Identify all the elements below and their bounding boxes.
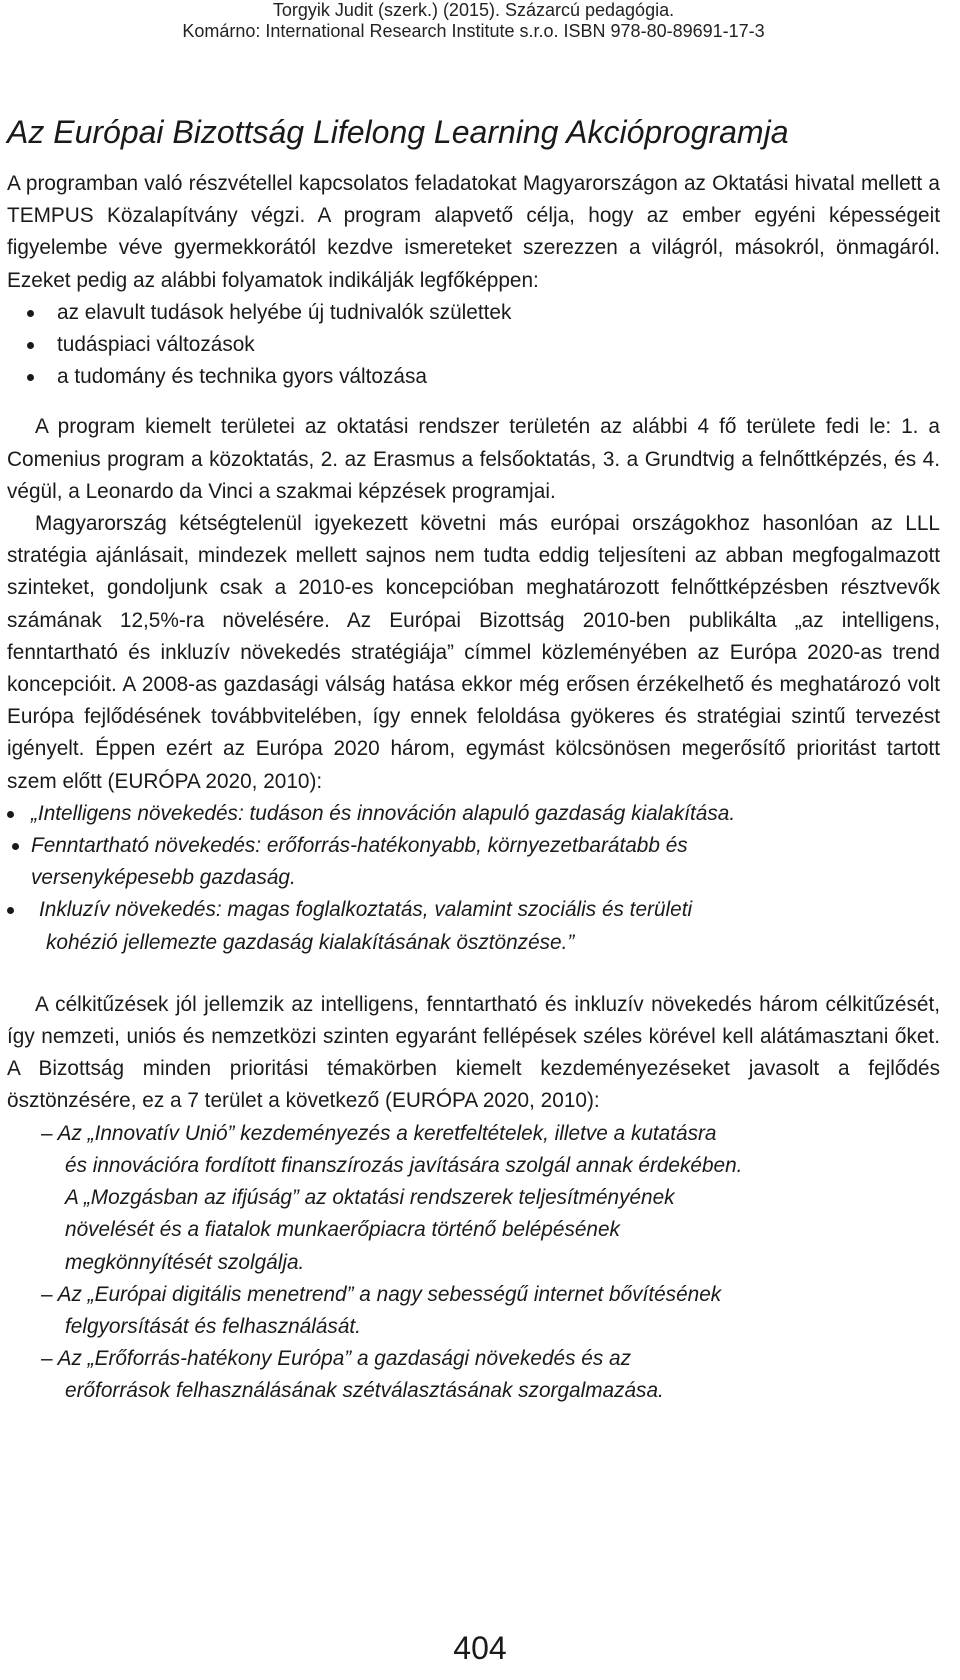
dash-marker: – xyxy=(41,1121,53,1145)
list-item-line: Az „Innovatív Unió” kezdeményezés a keretfeltételek, illetve a kutatásra xyxy=(57,1121,717,1145)
list-item-line: erőforrások felhasználásának szétválasztásának szorgalmazása. xyxy=(65,1379,664,1403)
paragraph-3: Magyarország kétségtelenül igyekezett követni más európai országokhoz hasonlóan az LLL stratégia ajánlásait, mindezek mellett sajnos nem tudta eddig teljesíteni az abban megfogalmazott szinteket, gondoljunk csak a 2010-es koncepcióban meghatározott felnőttképzésben résztvevők számának 12,5%-ra növelésére. Az Európai Bizottság 2010-ben publikálta „az intelligens, fenntartható és inkluzív növekedés stratégiája” címmel közleményében az Európa 2020-as trend koncepcióit. A 2008-as gazdasági válság hatása ekkor még erősen érzékelhető és meghatározó volt Európa fejlődésének továbbvitelében, így ennek feloldása gyökeres és stratégiai szintű tervezést igényelt. Éppen ezért az Európa 2020 három, egymást kölcsönösen megerősítő prioritást tartott szem előtt (EURÓPA 2020, 2010): xyxy=(7,512,940,793)
list-item xyxy=(7,1118,940,1182)
list-item-line: kohézió jellemezte gazdaság kialakításának ösztönzése.” xyxy=(46,930,575,954)
list-item xyxy=(7,1279,940,1343)
paragraph-2: A program kiemelt területei az oktatási rendszer területén az alábbi 4 fő területe fedi le: 1. a Comenius program a közoktatás, 2. az Erasmus a felsőoktatás, 3. a Grundtvig a felnőttképzés, és 4. végül, a Leonardo da Vinci a szakmai képzések programjai. xyxy=(7,415,940,503)
list-item-line: Az „Európai digitális menetrend” a nagy sebességű internet bővítésének xyxy=(57,1282,722,1306)
list-item-line: Az „Erőforrás-hatékony Európa” a gazdasági növekedés és az xyxy=(57,1347,631,1371)
list-item xyxy=(7,830,940,894)
bullet-list-1 xyxy=(7,297,940,394)
list-item: a tudomány és technika gyors változása xyxy=(7,361,940,393)
list-item-line: megkönnyítését szolgálja. xyxy=(65,1250,305,1274)
list-item-line: növelését és a fiatalok munkaerőpiacra történő belépésének xyxy=(65,1218,620,1242)
page-number: 404 xyxy=(453,1630,507,1666)
list-item xyxy=(7,894,940,958)
list-item-line: és innovációra fordított finanszírozás javítására szolgál annak érdekében. xyxy=(65,1153,743,1177)
list-item: „Intelligens növekedés: tudáson és innováción alapuló gazdaság kialakítása. xyxy=(7,798,940,830)
list-item: az elavult tudások helyébe új tudnivalók születtek xyxy=(7,297,940,329)
list-item-line: Inkluzív növekedés: magas foglalkoztatás, valamint szociális és területi xyxy=(39,898,693,922)
dash-marker: – xyxy=(41,1282,53,1306)
section-title: Az Európai Bizottság Lifelong Learning Akcióprogramja xyxy=(7,114,789,150)
citation-header xyxy=(7,0,940,42)
list-item xyxy=(7,1182,940,1279)
list-item xyxy=(7,1343,940,1407)
list-item-line: Fenntartható növekedés: erőforrás-hatékonyabb, környezetbarátabb és xyxy=(31,834,688,858)
list-item-line: versenyképesebb gazdaság. xyxy=(31,866,296,890)
list-item-line: A „Mozgásban az ifjúság” az oktatási rendszerek teljesítményének xyxy=(65,1186,675,1210)
citation-line-1: Torgyik Judit (szerk.) (2015). Százarcú pedagógia. xyxy=(272,0,675,20)
bullet-list-2 xyxy=(7,798,940,959)
dash-list xyxy=(7,1118,940,1408)
list-item-line: felgyorsítását és felhasználását. xyxy=(65,1314,361,1338)
paragraph-4: A célkitűzések jól jellemzik az intelligens, fenntartható és inkluzív növekedés három célkitűzését, így nemzeti, uniós és nemzetközi szinten egyaránt fellépések széles körével kell alátámasztani őket. A Bizottság minden prioritási témakörben kiemelt kezdeményezéseket javasolt a fejlődés ösztönzésére, ez a 7 terület a következő (EURÓPA 2020, 2010): xyxy=(7,992,940,1113)
dash-marker: – xyxy=(41,1347,53,1371)
citation-line-2: Komárno: International Research Institute s.r.o. ISBN 978-80-89691-17-3 xyxy=(182,21,765,41)
paragraph-1: A programban való részvétellel kapcsolatos feladatokat Magyarországon az Oktatási hivatal mellett a TEMPUS Közalapítvány végzi. A program alapvető célja, hogy az ember egyéni képességeit figyelembe véve gyermekkorától kezdve ismereteket szerezzen a világról, másokról, önmagáról. Ezeket pedig az alábbi folyamatok indikálják legfőképpen: xyxy=(7,172,940,292)
list-item: tudáspiaci változások xyxy=(7,329,940,361)
